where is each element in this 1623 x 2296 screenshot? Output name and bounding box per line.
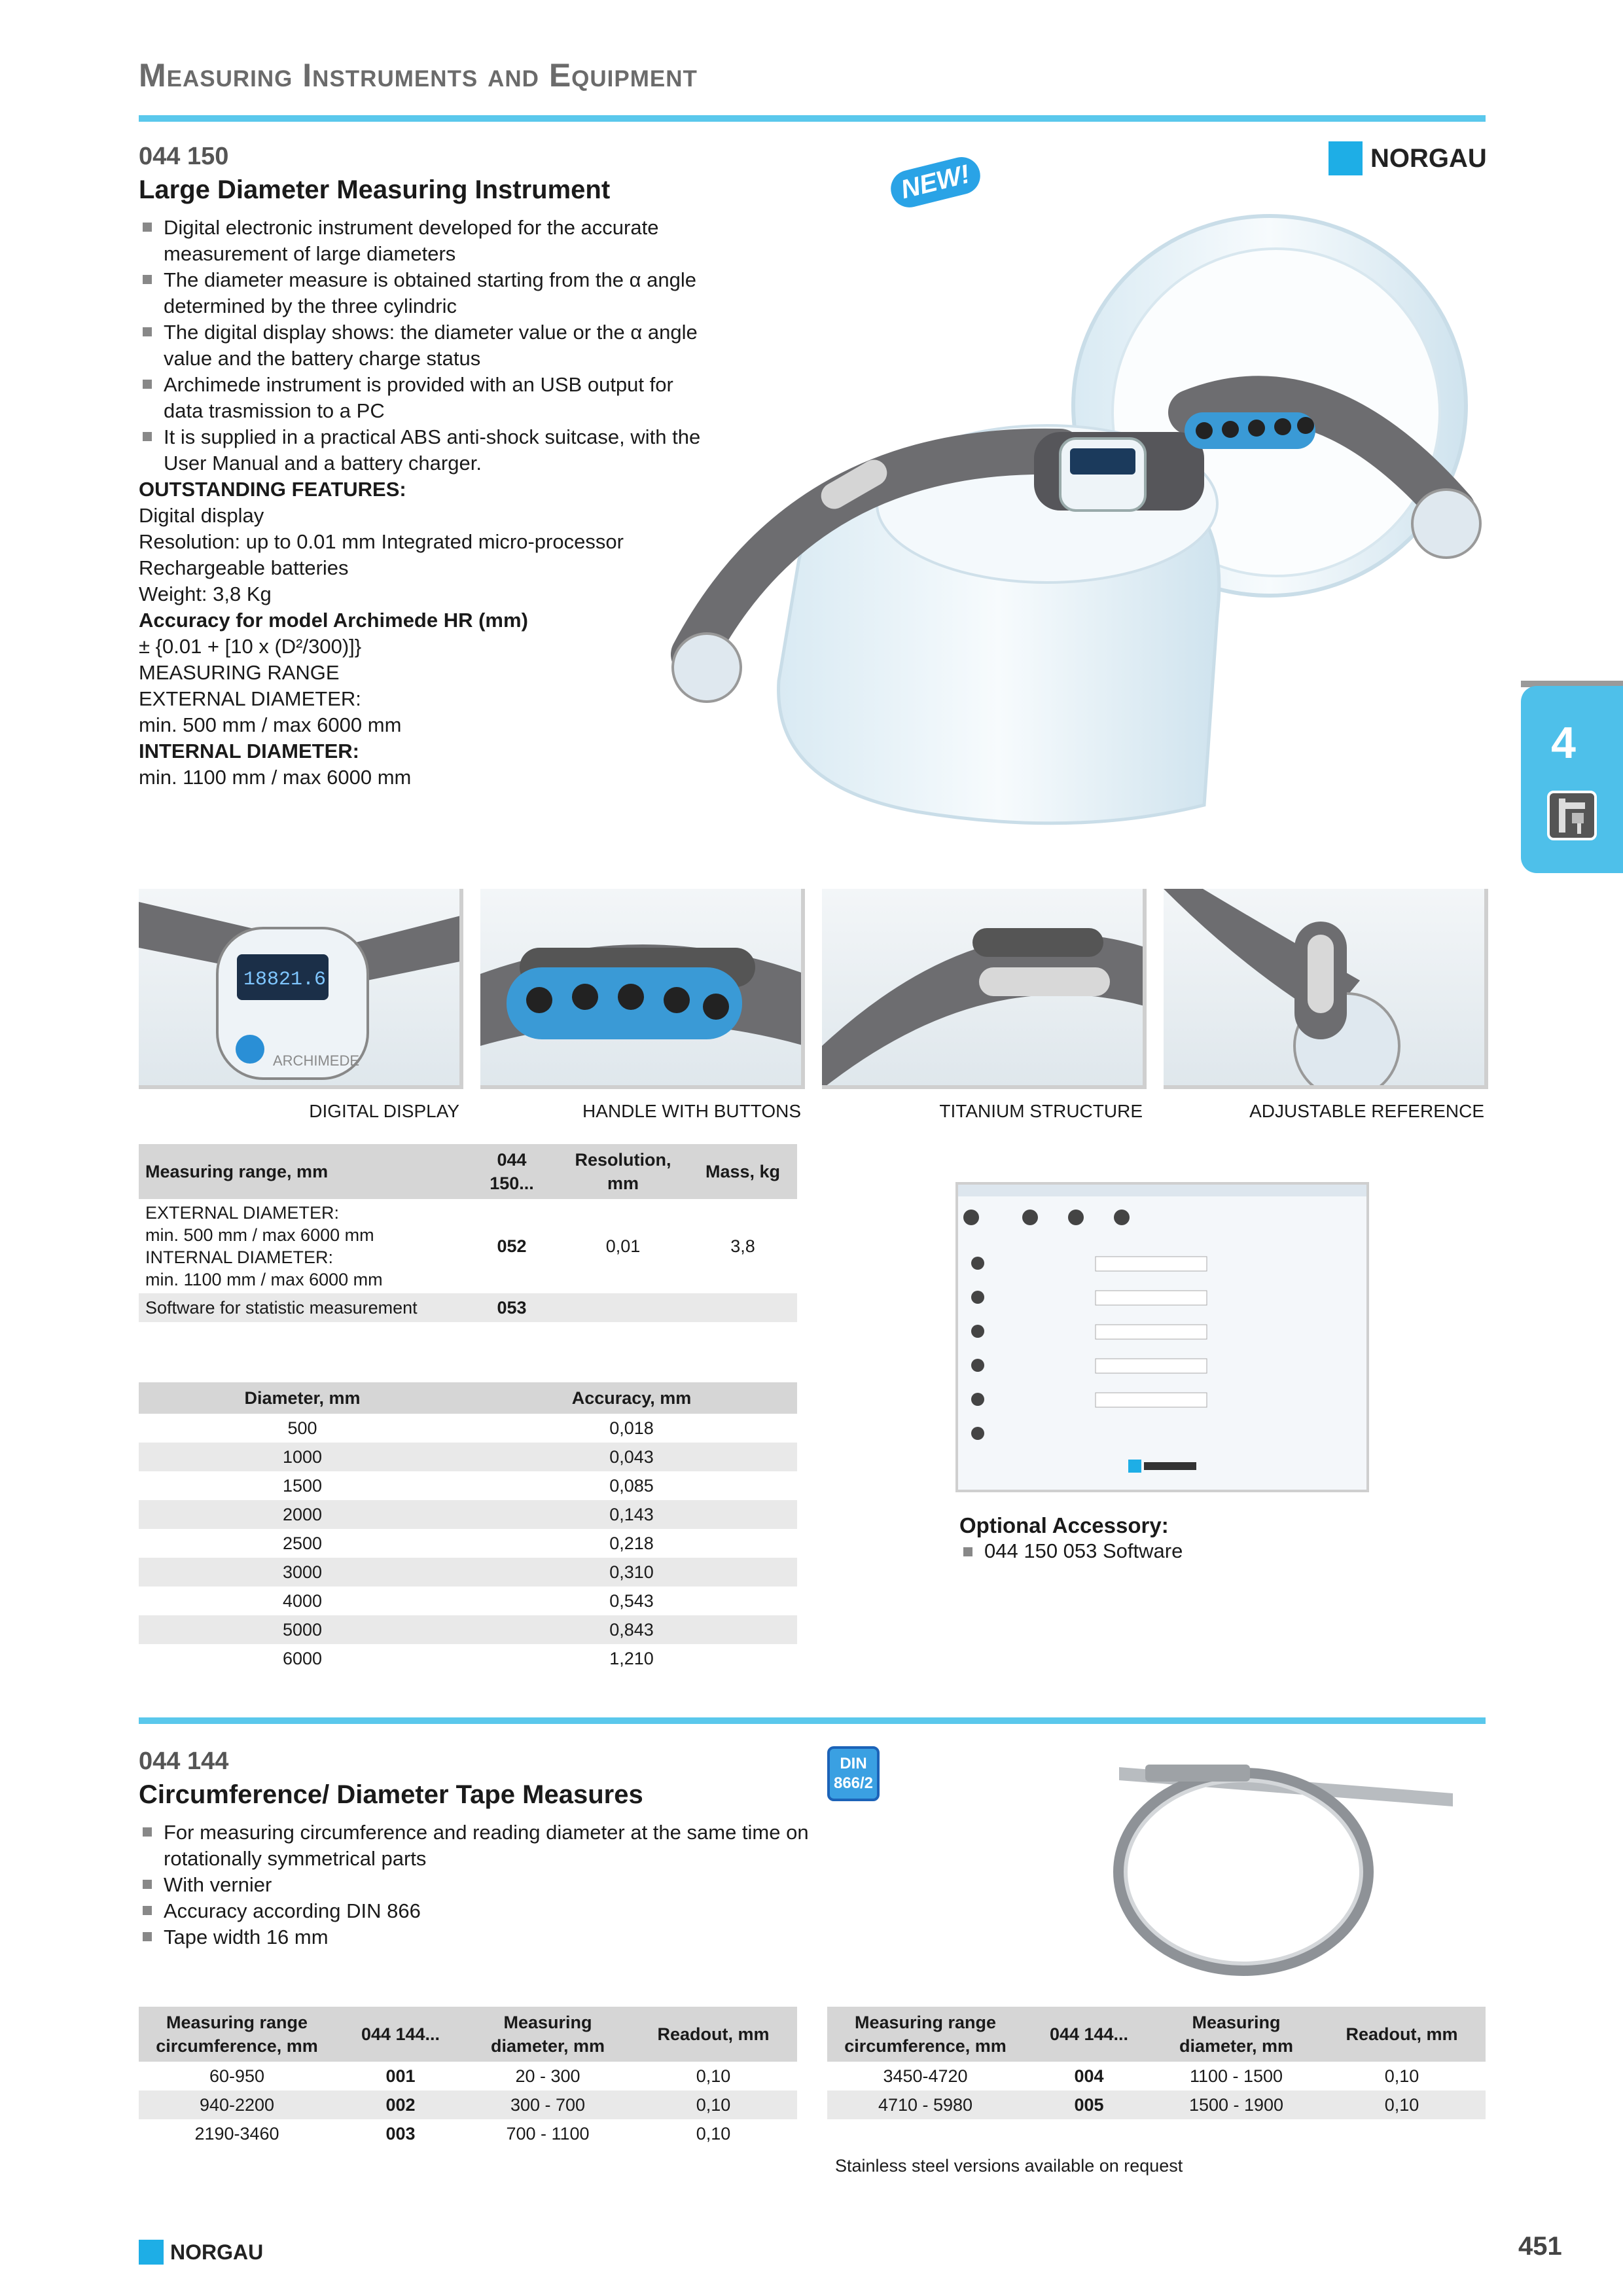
table-row: 4000 0,543 (282, 1591, 654, 1611)
caption-titanium-structure: TITANIUM STRUCTURE (939, 1101, 1143, 1121)
table-row: EXTERNAL DIAMETER: min. 500 mm / max 6000 mm INTERNAL DIAMETER: min. 1100 mm / max 6000 mm 052 0,01 3,8 (145, 1203, 755, 1289)
display-reading: 18821.6 (243, 969, 327, 991)
product-code: 044 144 (139, 1748, 229, 1775)
column-header: Resolution, mm (558, 1144, 688, 1199)
external-heading: EXTERNAL DIAMETER: (139, 687, 361, 710)
optional-accessory-item: 044 150 053 Software (959, 1539, 1183, 1563)
optional-accessory-heading: Optional Accessory: (959, 1513, 1169, 1537)
caption-digital-display: DIGITAL DISPLAY (309, 1101, 459, 1121)
thumbnail-titanium-structure (822, 889, 1147, 1089)
table-row: 2190-3460 003 700 - 1100 0,10 (194, 2124, 731, 2144)
din-badge: DIN 866/2 (827, 1746, 880, 1801)
range-heading: MEASURING RANGE (139, 661, 340, 684)
table-row: 3000 0,310 (139, 1558, 797, 1587)
table-row: 6000 1,210 (282, 1649, 654, 1668)
description-bullet: Archimede instrument is provided with an USB output for data trasmission to a PC (139, 372, 715, 424)
product-code: 044 150 (139, 143, 229, 170)
chapter-tab[interactable] (1521, 686, 1623, 873)
column-header: Readout, mm (630, 2007, 797, 2062)
norgau-logo-square (1329, 141, 1363, 175)
description-bullet: With vernier (139, 1872, 832, 1898)
table-row: 5000 0,843 (139, 1615, 797, 1644)
new-badge: NEW! (887, 153, 984, 211)
column-header: Measuring range, mm (139, 1144, 466, 1199)
page-number: 451 (1518, 2232, 1562, 2261)
thumbnail-digital-display (139, 889, 463, 1089)
caption-adjustable-reference: ADJUSTABLE REFERENCE (1249, 1101, 1484, 1121)
chapter-number: 4 (1551, 718, 1576, 768)
table-row: 60-950 001 20 - 300 0,10 (209, 2066, 731, 2086)
product-title: Large Diameter Measuring Instrument (139, 175, 611, 204)
feature-line: Digital display (139, 504, 264, 527)
tape-table-left (139, 2007, 797, 2148)
product-hero-image (641, 196, 1518, 851)
section-rule (139, 1717, 1486, 1724)
column-header: 044 144... (1024, 2007, 1154, 2062)
description-bullet: For measuring circumference and reading diameter at the same time on rotationally symmetrical parts (139, 1820, 832, 1872)
page-header-title: Measuring Instruments and Equipment (139, 57, 698, 94)
thumbnail-handle-buttons (480, 889, 805, 1089)
product-description (139, 1820, 832, 1950)
features-heading: OUTSTANDING FEATURES: (139, 478, 406, 501)
column-header: Readout, mm (1318, 2007, 1486, 2062)
internal-heading: INTERNAL DIAMETER: (139, 740, 359, 762)
feature-line: Resolution: up to 0.01 mm Integrated micro-processor (139, 530, 624, 553)
table-row: 500 0,018 (287, 1418, 654, 1438)
table-row: 2500 0,218 (282, 1534, 654, 1553)
table-row: 2000 0,143 (139, 1500, 797, 1529)
table-row: 1500 0,085 (282, 1476, 654, 1496)
feature-line: Weight: 3,8 Kg (139, 583, 272, 605)
norgau-logo-text: NORGAU (1370, 143, 1487, 173)
accuracy-formula: ± {0.01 + [10 x (D²/300)]} (139, 635, 362, 658)
column-header: 044 150... (466, 1144, 558, 1199)
product-description (139, 215, 715, 791)
external-value: min. 500 mm / max 6000 mm (139, 713, 402, 736)
description-bullet: The diameter measure is obtained starting from the α angle determined by the three cylindric (139, 267, 715, 319)
column-header: Measuring diameter, mm (1154, 2007, 1318, 2062)
caption-handle-buttons: HANDLE WITH BUTTONS (582, 1101, 801, 1121)
stainless-note: Stainless steel versions available on request (835, 2156, 1183, 2176)
description-bullet: Digital electronic instrument developed for the accurate measurement of large diameters (139, 215, 715, 267)
tape-measure-image (1113, 1741, 1466, 1983)
column-header: 044 144... (335, 2007, 466, 2062)
software-screenshot (955, 1182, 1369, 1492)
tape-table-right (827, 2007, 1486, 2119)
description-bullet: The digital display shows: the diameter value or the α angle value and the battery charge status (139, 319, 715, 372)
norgau-logo (1329, 141, 1487, 175)
thumbnail-adjustable-reference (1164, 889, 1488, 1089)
table-row: Software for statistic measurement 053 (139, 1293, 797, 1322)
footer-logo (139, 2240, 263, 2265)
description-bullet: It is supplied in a practical ABS anti-shock suitcase, with the User Manual and a battery charger. (139, 424, 715, 476)
accuracy-table (139, 1382, 797, 1673)
column-header: Mass, kg (688, 1144, 797, 1199)
feature-line: Rechargeable batteries (139, 556, 349, 579)
product-title: Circumference/ Diameter Tape Measures (139, 1780, 643, 1809)
footer-logo-text: NORGAU (170, 2240, 264, 2264)
order-table (139, 1144, 797, 1322)
description-bullet: Tape width 16 mm (139, 1924, 832, 1950)
table-row: 1000 0,043 (139, 1443, 797, 1471)
table-row: 4710 - 5980 005 1500 - 1900 0,10 (827, 2090, 1486, 2119)
column-header: Measuring range circumference, mm (827, 2007, 1024, 2062)
display-brand: ARCHIMEDE (273, 1052, 360, 1069)
description-bullet: Accuracy according DIN 866 (139, 1898, 832, 1924)
table-row: 940-2200 002 300 - 700 0,10 (139, 2090, 797, 2119)
footer-logo-square (139, 2240, 164, 2265)
column-header: Measuring diameter, mm (466, 2007, 630, 2062)
accuracy-heading: Accuracy for model Archimede HR (mm) (139, 609, 528, 632)
caliper-icon (1547, 791, 1597, 840)
column-header: Measuring range circumference, mm (139, 2007, 335, 2062)
internal-value: min. 1100 mm / max 6000 mm (139, 766, 412, 789)
table-row: 3450-4720 004 1100 - 1500 0,10 (883, 2066, 1419, 2086)
column-header: Accuracy, mm (466, 1382, 797, 1414)
header-rule (139, 115, 1486, 122)
column-header: Diameter, mm (139, 1382, 466, 1414)
